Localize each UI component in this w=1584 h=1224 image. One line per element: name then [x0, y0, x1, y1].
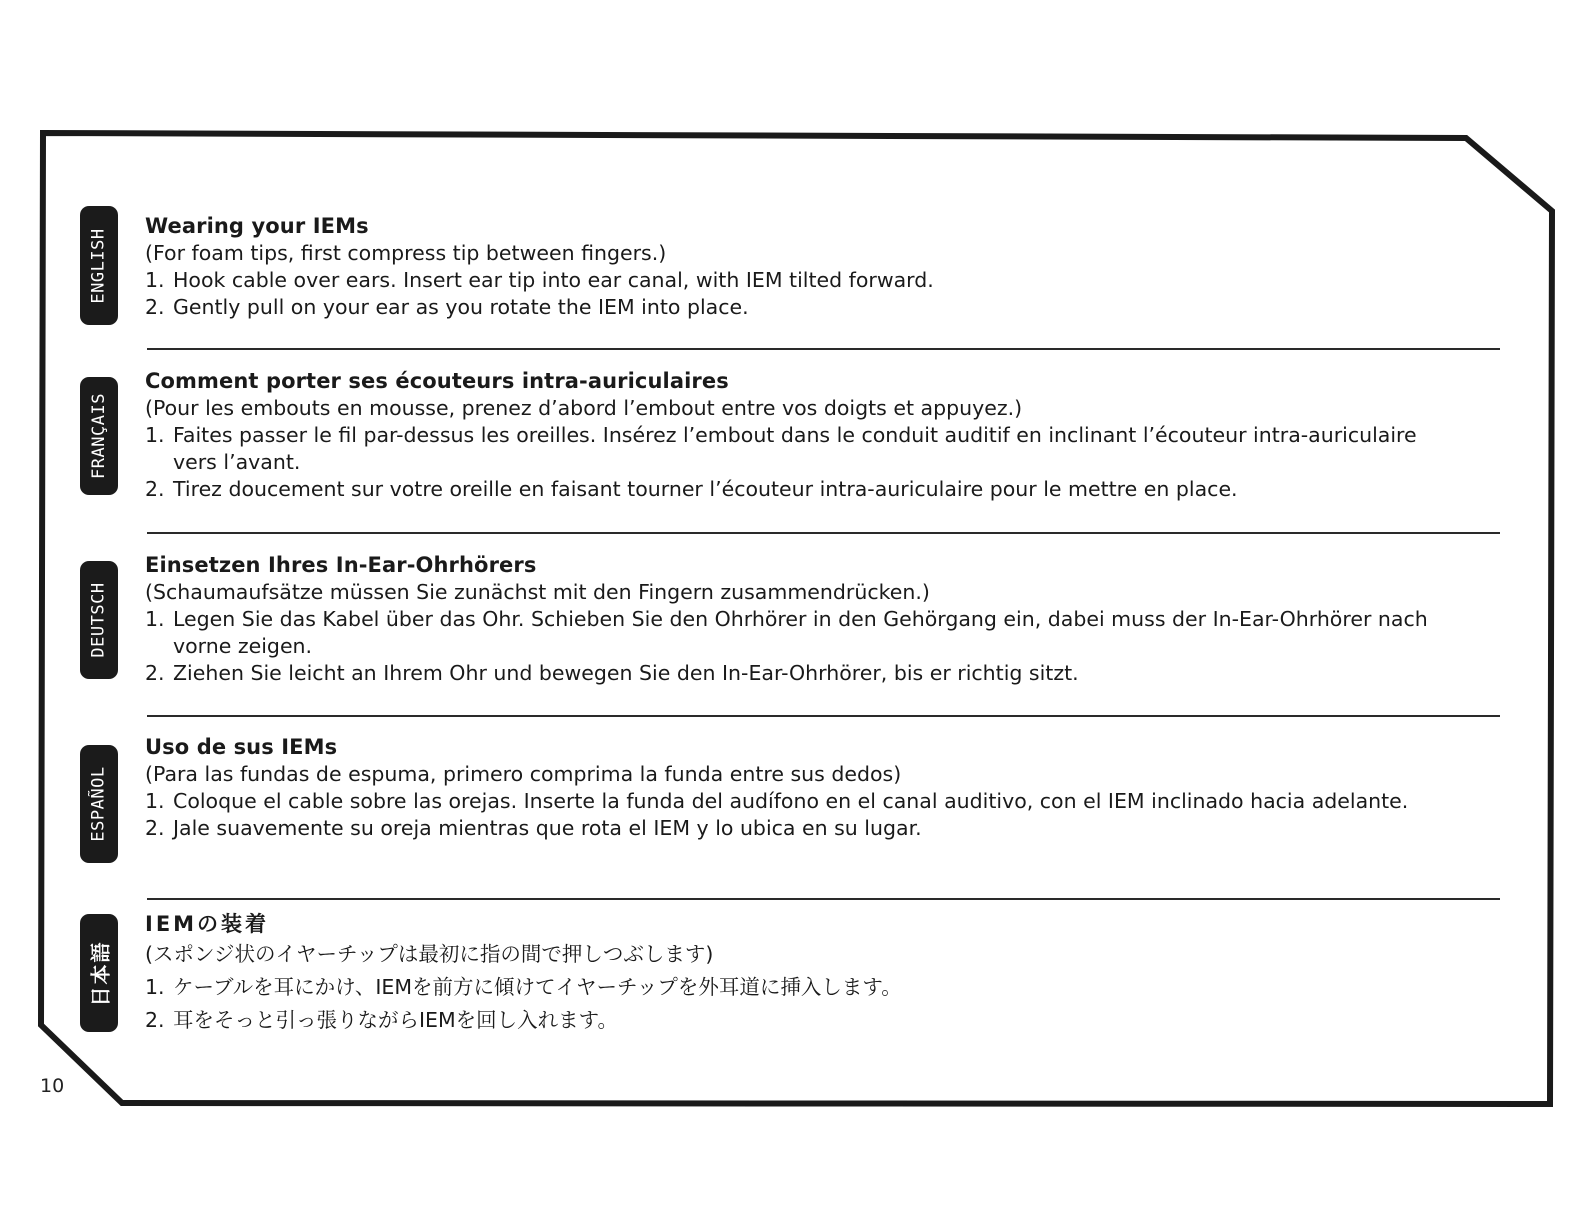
- step-item: [145, 476, 1465, 503]
- step-text: Faites passer le fil par-dessus les oreilles. Insérez l’embout dans le conduit auditif en inclinant l’écouteur intra-auriculaire vers l’avant.: [173, 423, 1417, 474]
- language-tab-spanish: [80, 745, 118, 863]
- section-title: Comment porter ses écouteurs intra-auriculaires: [145, 369, 729, 393]
- step-list: [145, 422, 1465, 503]
- language-tab-label: 日本語: [88, 940, 113, 1006]
- step-number: 2.: [145, 661, 165, 685]
- section-title: Einsetzen Ihres In-Ear-Ohrhörers: [145, 553, 537, 577]
- section-spanish: [145, 733, 1465, 842]
- step-text: Legen Sie das Kabel über das Ohr. Schieben Sie den Ohrhörer in den Gehörgang ein, dabei muss der In-Ear-Ohrhörer nach vorne zeigen.: [173, 607, 1428, 658]
- step-text: Ziehen Sie leicht an Ihrem Ohr und bewegen Sie den In-Ear-Ohrhörer, bis er richtig sitzt.: [173, 661, 1079, 685]
- language-tab-french: [80, 377, 118, 495]
- section-divider: [147, 532, 1500, 534]
- language-tab-label: ENGLISH: [89, 227, 109, 304]
- section-title: IEMの装着: [145, 912, 270, 936]
- step-text: ケーブルを耳にかけ、IEMを前方に傾けてイヤーチップを外耳道に挿入します。: [173, 975, 902, 999]
- step-text: 耳をそっと引っ張りながらIEMを回し入れます。: [173, 1008, 619, 1032]
- step-item: [145, 1004, 1465, 1037]
- step-item: [145, 267, 1465, 294]
- step-list: [145, 267, 1465, 321]
- step-item: [145, 788, 1465, 815]
- step-text: Tirez doucement sur votre oreille en faisant tourner l’écouteur intra-auriculaire pour le mettre en place.: [173, 477, 1238, 501]
- section-divider: [147, 348, 1500, 350]
- language-tab-label: FRANÇAIS: [89, 393, 110, 479]
- section-japanese: [145, 910, 1465, 1037]
- step-item: [145, 660, 1465, 687]
- section-title: Uso de sus IEMs: [145, 735, 338, 759]
- section-title: Wearing your IEMs: [145, 214, 369, 238]
- step-number: 2.: [145, 477, 165, 501]
- language-tab-label: ESPAÑOL: [89, 766, 109, 842]
- step-list: [145, 971, 1465, 1037]
- step-text: Hook cable over ears. Insert ear tip into ear canal, with IEM tilted forward.: [173, 268, 934, 292]
- section-note: (Pour les embouts en mousse, prenez d’abord l’embout entre vos doigts et appuyez.): [145, 396, 1023, 420]
- step-item: [145, 815, 1465, 842]
- language-tab-english: [80, 206, 118, 325]
- step-list: [145, 606, 1465, 687]
- section-french: [145, 367, 1465, 503]
- section-note: (Schaumaufsätze müssen Sie zunächst mit den Fingern zusammendrücken.): [145, 580, 930, 604]
- step-number: 1.: [145, 607, 165, 631]
- language-tab-german: [80, 561, 118, 679]
- section-note: (For foam tips, first compress tip between fingers.): [145, 241, 667, 265]
- step-item: [145, 294, 1465, 321]
- step-text: Coloque el cable sobre las orejas. Inserte la funda del audífono en el canal auditivo, con el IEM inclinado hacia adelante.: [173, 789, 1409, 813]
- step-item: [145, 422, 1465, 476]
- section-note: (Para las fundas de espuma, primero comprima la funda entre sus dedos): [145, 762, 902, 786]
- step-number: 1.: [145, 268, 165, 292]
- step-text: Jale suavemente su oreja mientras que rota el IEM y lo ubica en su lugar.: [173, 816, 922, 840]
- section-german: [145, 551, 1465, 687]
- language-tab-japanese: [80, 914, 118, 1032]
- step-number: 1.: [145, 975, 165, 999]
- step-number: 2.: [145, 816, 165, 840]
- step-item: [145, 971, 1465, 1004]
- step-number: 2.: [145, 295, 165, 319]
- step-text: Gently pull on your ear as you rotate the IEM into place.: [173, 295, 749, 319]
- step-number: 1.: [145, 789, 165, 813]
- step-number: 1.: [145, 423, 165, 447]
- section-note: (スポンジ状のイヤーチップは最初に指の間で押しつぶします): [145, 942, 714, 966]
- section-divider: [147, 715, 1500, 717]
- section-english: [145, 212, 1465, 321]
- step-number: 2.: [145, 1008, 165, 1032]
- language-tab-label: DEUTSCH: [89, 582, 109, 658]
- section-divider: [147, 898, 1500, 900]
- step-item: [145, 606, 1465, 660]
- page-number: 10: [40, 1075, 65, 1097]
- step-list: [145, 788, 1465, 842]
